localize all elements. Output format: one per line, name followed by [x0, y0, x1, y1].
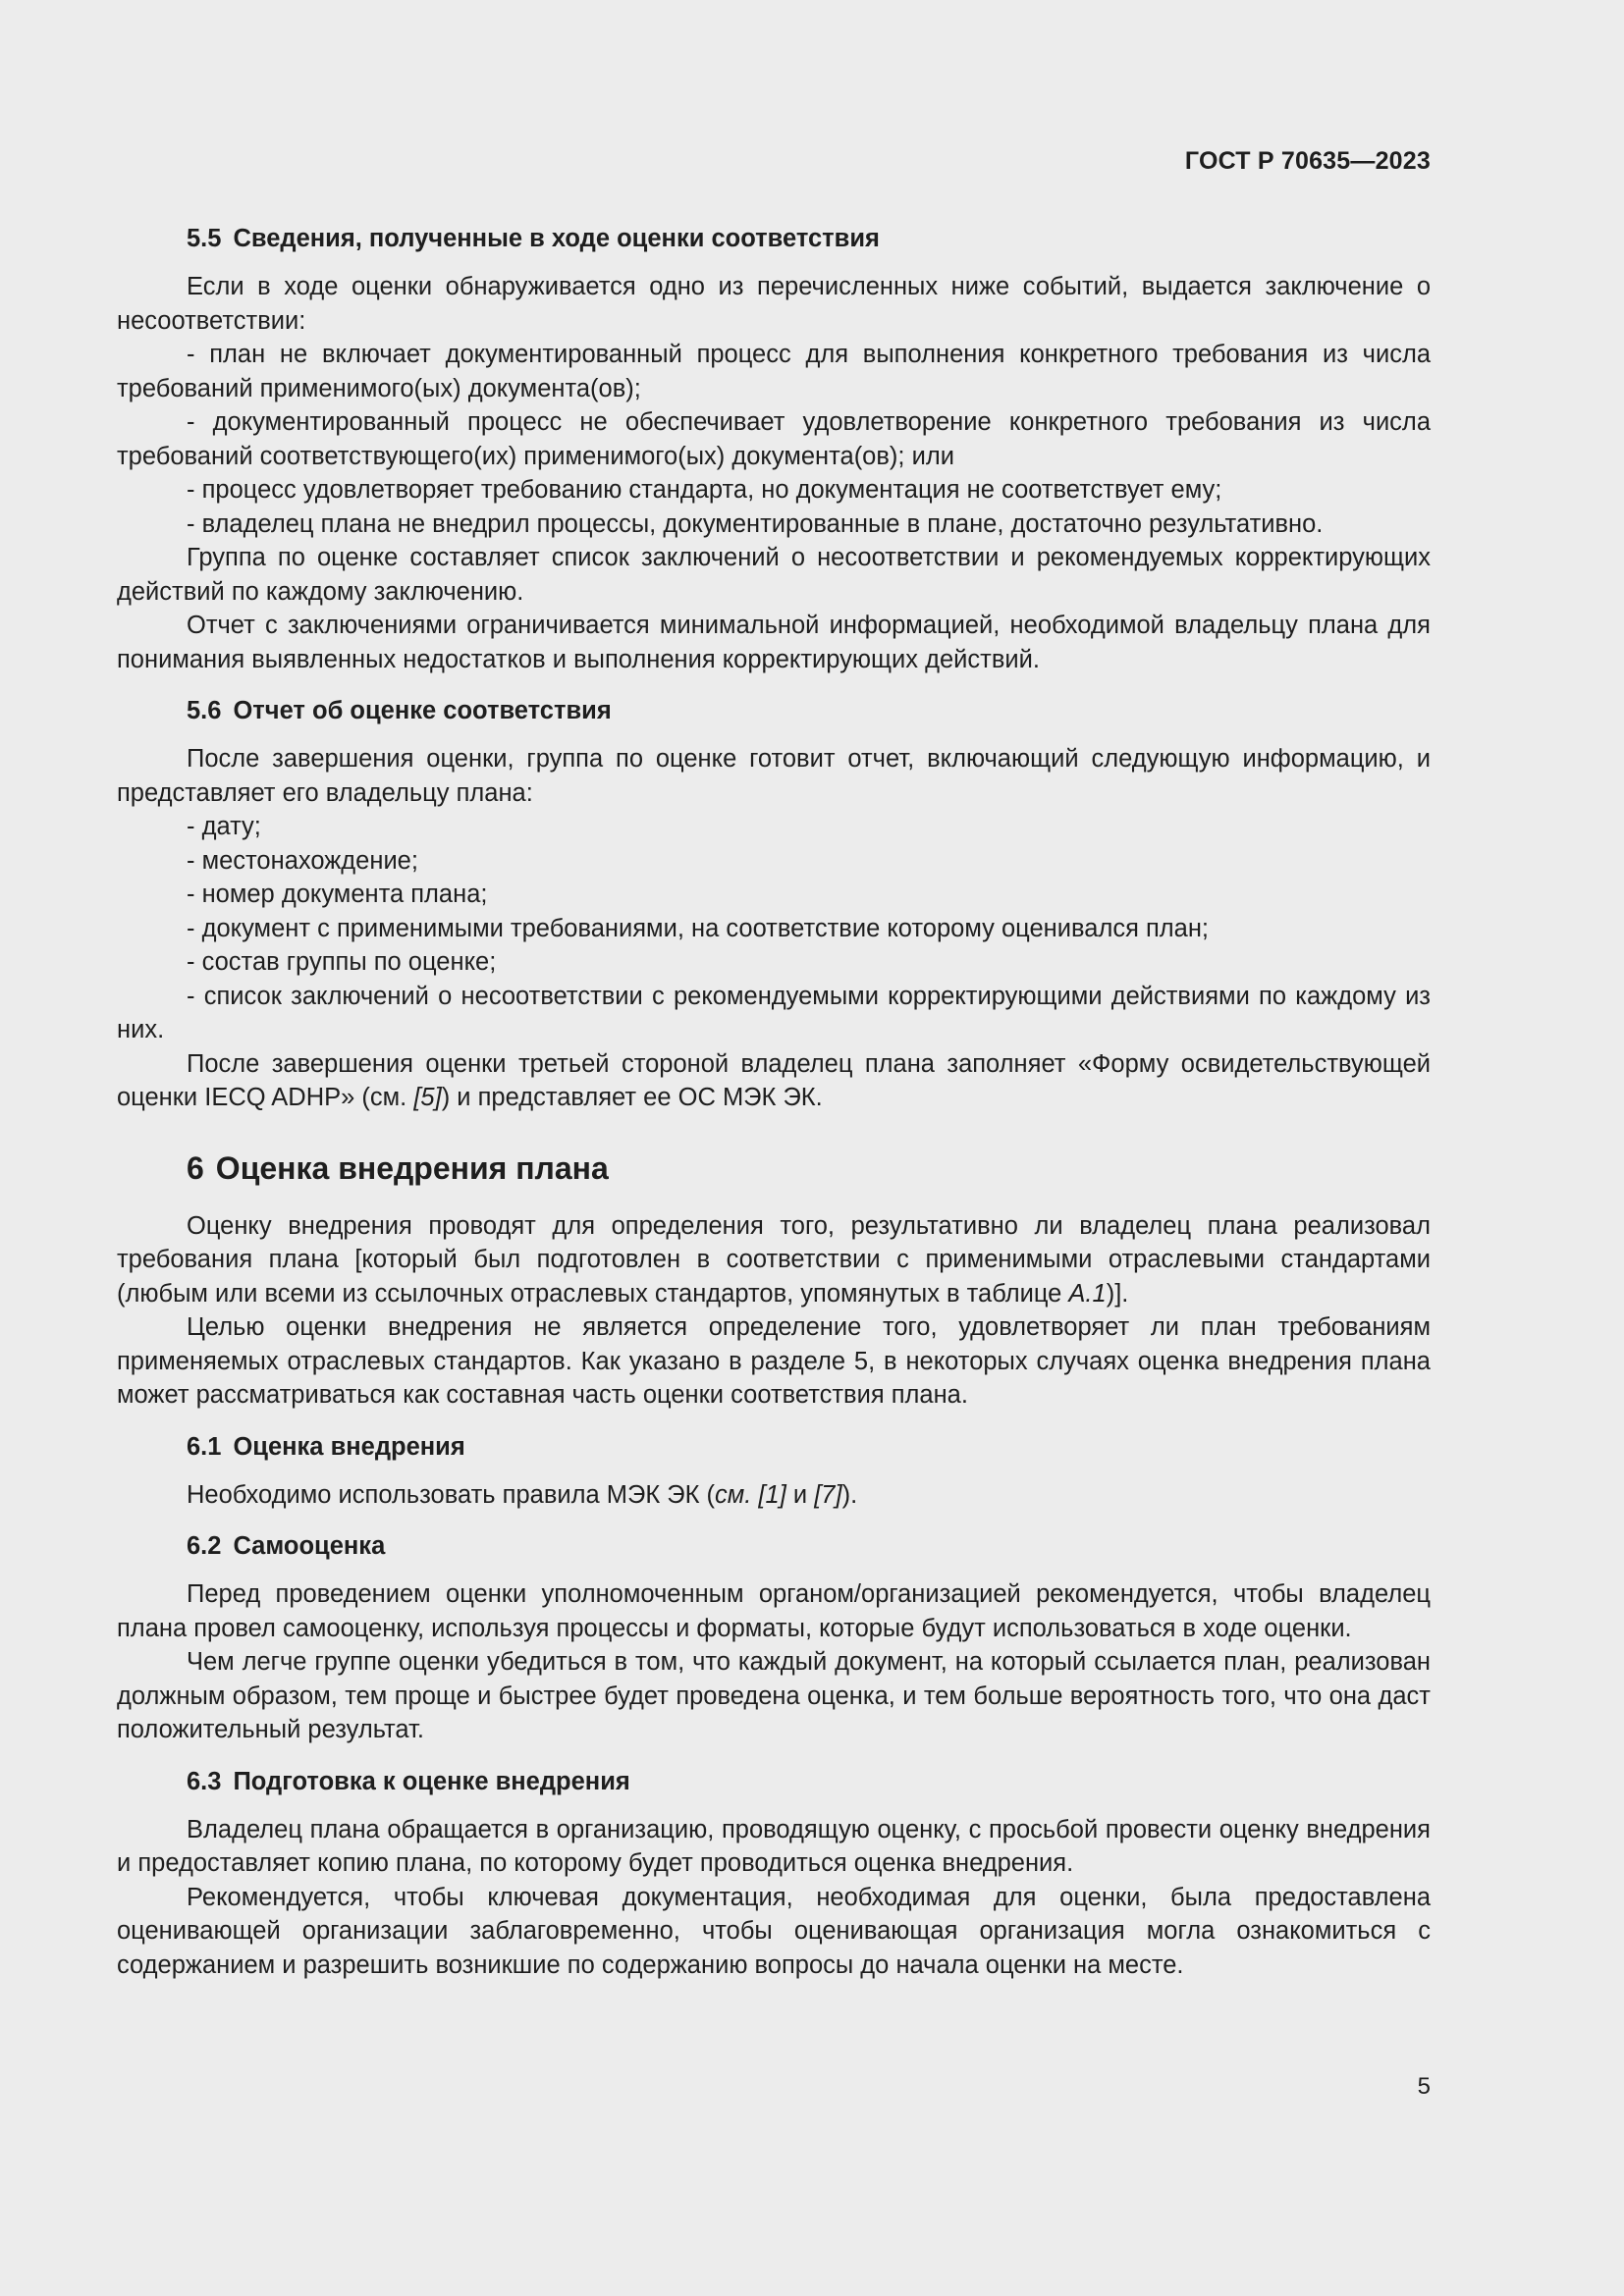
paragraph: Целью оценки внедрения не является определение того, удовлетворяет ли план требованиям применяемых отраслевых стандартов. Как указано в разделе 5, в некоторых случаях оценка внедрения плана может рассматриваться как составная часть оценки соответствия плана.: [117, 1313, 1431, 1409]
text-run: и: [785, 1480, 815, 1509]
section-6-3-heading: [187, 1765, 1431, 1798]
section-number: 6: [187, 1149, 204, 1186]
section-number: 6.3: [187, 1767, 222, 1795]
section-number: 6.1: [187, 1432, 222, 1461]
list-item: - план не включает документированный процесс для выполнения конкретного требования из числа требований применимого(ых) документа(ов);: [117, 341, 1431, 402]
reference-link: см. [1]: [715, 1480, 786, 1509]
paragraph: Группа по оценке составляет список заключений о несоответствии и рекомендуемых корректирующих действий по каждому заключению.: [117, 544, 1431, 606]
section-title: Сведения, полученные в ходе оценки соответствия: [233, 225, 880, 252]
text-run: После завершения оценки третьей стороной владелец плана заполняет «Форму освидетельствующей оценки IECQ ADHP» (см.: [117, 1049, 1431, 1111]
section-number: 6.2: [187, 1532, 222, 1560]
list-item: - документированный процесс не обеспечивает удовлетворение конкретного требования из числа требований соответствующего(их) применимого(ых) документа(ов); или: [117, 408, 1431, 470]
reference-link: [7]: [814, 1480, 842, 1509]
list-item: - владелец плана не внедрил процессы, документированные в плане, достаточно результативно.: [187, 509, 1324, 538]
reference-link: [5]: [413, 1084, 442, 1111]
section-number: 5.6: [187, 697, 222, 724]
text-run: Оценку внедрения проводят для определения того, результативно ли владелец плана реализовал требования плана [который был подготовлен в соответствии с применимыми отраслевыми стандартами (любым или всеми из ссылочных отраслевых стандартов, упомянутых в таблице: [117, 1211, 1431, 1308]
section-title: Оценка внедрения плана: [215, 1149, 609, 1186]
text-run: ) и представляет ее ОС МЭК ЭК.: [441, 1084, 823, 1111]
section-6-2-heading: [187, 1529, 1431, 1563]
list-item: - процесс удовлетворяет требованию стандарта, но документация не соответствует ему;: [187, 476, 1222, 504]
section-number: 5.5: [187, 225, 222, 252]
section-6-heading: [187, 1148, 1431, 1188]
table-reference: А.1: [1068, 1279, 1107, 1308]
paragraph: Перед проведением оценки уполномоченным органом/организацией рекомендуется, чтобы владелец плана провел самооценку, используя процессы и форматы, которые будут использоваться в ходе оценки.: [117, 1580, 1431, 1642]
list-item: - местонахождение;: [187, 846, 418, 875]
paragraph: Отчет с заключениями ограничивается минимальной информацией, необходимой владельцу плана для понимания выявленных недостатков и выполнения корректирующих действий.: [117, 612, 1431, 673]
section-5-5-heading: [187, 222, 1431, 255]
list-item: - список заключений о несоответствии с рекомендуемыми корректирующими действиями по каждому из них.: [117, 982, 1431, 1043]
section-title: Оценка внедрения: [233, 1432, 465, 1461]
list-item: - номер документа плана;: [187, 881, 488, 908]
section-title: Отчет об оценке соответствия: [233, 697, 612, 724]
page-number: 5: [1417, 2073, 1431, 2100]
paragraph: После завершения оценки, группа по оценке готовит отчет, включающий следующую информацию, и представляет его владельцу плана:: [117, 745, 1431, 807]
text-run: )].: [1106, 1279, 1129, 1308]
paragraph: Владелец плана обращается в организацию, проводящую оценку, с просьбой провести оценку внедрения и предоставляет копию плана, по которому будет проводиться оценка внедрения.: [117, 1815, 1431, 1877]
paragraph: [117, 1209, 1431, 1311]
paragraph: [117, 1478, 1431, 1513]
list-item: - дату;: [187, 813, 261, 840]
list-item: - состав группы по оценке;: [187, 948, 497, 976]
document-code-header: ГОСТ Р 70635—2023: [1184, 147, 1431, 175]
text-run: Необходимо использовать правила МЭК ЭК (: [187, 1480, 716, 1509]
page-content: [117, 222, 1431, 1982]
section-6-1-heading: [187, 1430, 1431, 1464]
section-title: Подготовка к оценке внедрения: [233, 1767, 630, 1795]
paragraph: Рекомендуется, чтобы ключевая документация, необходимая для оценки, была предоставлена оценивающей организации заблаговременно, чтобы оценивающая организация могла ознакомиться с содержанием и разрешить возникшие по содержанию вопросы до начала оценки на месте.: [117, 1883, 1431, 1979]
paragraph: [117, 1047, 1431, 1115]
text-run: ).: [841, 1480, 858, 1509]
paragraph: Чем легче группе оценки убедиться в том, что каждый документ, на который ссылается план, реализован должным образом, тем проще и быстрее будет проведена оценка, и тем больше вероятность того, что она даст положительный результат.: [117, 1648, 1431, 1743]
paragraph: Если в ходе оценки обнаруживается одно из перечисленных ниже событий, выдается заключение о несоответствии:: [117, 273, 1431, 335]
list-item: - документ с применимыми требованиями, на соответствие которому оценивался план;: [187, 914, 1210, 942]
section-title: Самооценка: [233, 1532, 386, 1560]
section-5-6-heading: [187, 694, 1431, 727]
